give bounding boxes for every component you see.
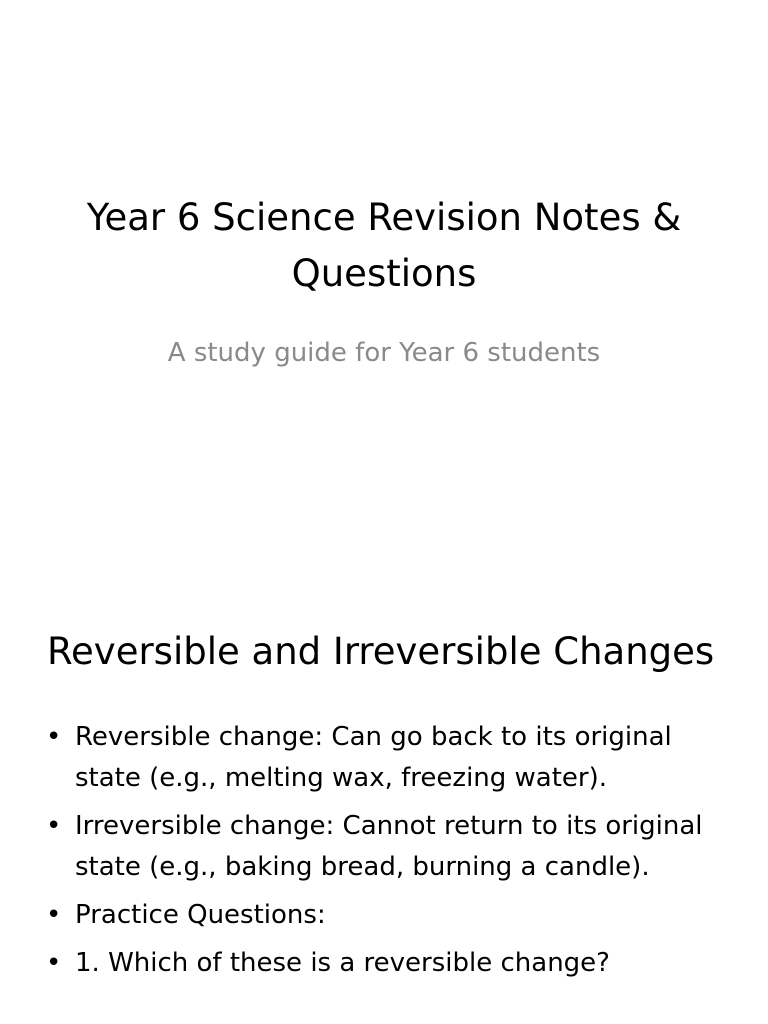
slide-title: Year 6 Science Revision Notes & Questions bbox=[86, 196, 682, 295]
list-item bbox=[46, 895, 726, 936]
slide-heading: Reversible and Irreversible Changes bbox=[47, 630, 715, 673]
list-item bbox=[46, 717, 726, 799]
bullet-list bbox=[46, 717, 726, 991]
bullet-icon: • bbox=[46, 722, 62, 752]
bullet-text: Irreversible change: Cannot return to its original state (e.g., baking bread, burning a candle). bbox=[75, 811, 703, 882]
slide-subtitle: A study guide for Year 6 students bbox=[167, 338, 601, 368]
bullet-icon: • bbox=[46, 900, 62, 930]
bullet-text: Reversible change: Can go back to its original state (e.g., melting wax, freezing water). bbox=[75, 722, 672, 793]
list-item bbox=[46, 806, 726, 888]
bullet-text: 1. Which of these is a reversible change? bbox=[75, 948, 610, 978]
bullet-text: Practice Questions: bbox=[75, 900, 326, 930]
list-item bbox=[46, 943, 726, 984]
content-slide bbox=[0, 512, 768, 1024]
bullet-icon: • bbox=[46, 811, 62, 841]
bullet-icon: • bbox=[46, 948, 62, 978]
